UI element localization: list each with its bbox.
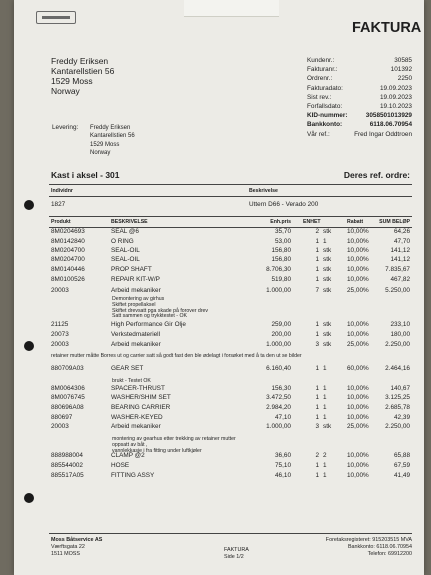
cell-unit-price: 519,80 xyxy=(271,276,291,283)
cell-sum: 5.250,00 xyxy=(385,287,410,294)
cell-discount: 10,00% xyxy=(347,462,369,469)
col-header-description: BESKRIVELSE xyxy=(111,219,148,225)
cell-unit-price: 47,10 xyxy=(275,414,291,421)
meta-value: 3058501013929 xyxy=(365,112,412,120)
gear-note: brukt - Testet OK xyxy=(112,378,151,384)
cell-unit: 1 xyxy=(323,238,327,245)
object-id-header: Individnr xyxy=(51,188,73,194)
cell-quantity: 2 xyxy=(315,452,319,459)
cell-discount: 10,00% xyxy=(347,472,369,479)
cell-description: SPACER-THRUST xyxy=(111,385,165,392)
cell-unit: stk xyxy=(323,247,332,254)
cell-sum: 467,82 xyxy=(390,276,410,283)
col-header-product: Produkt xyxy=(51,219,71,225)
table-row xyxy=(14,404,424,414)
cell-description: SEAL-OIL xyxy=(111,256,140,263)
cell-product-code: 880696A08 xyxy=(51,404,84,411)
cell-unit: stk xyxy=(323,287,332,294)
cell-discount: 10,00% xyxy=(347,228,369,235)
cell-product-code: 20003 xyxy=(51,341,69,348)
cell-discount: 10,00% xyxy=(347,238,369,245)
punch-hole xyxy=(24,493,34,503)
cell-unit-price: 200,00 xyxy=(271,331,291,338)
cell-product-code: 20003 xyxy=(51,287,69,294)
cell-quantity: 1 xyxy=(315,256,319,263)
cell-description: PROP SHAFT xyxy=(111,266,152,273)
cell-unit: stk xyxy=(323,256,332,263)
cell-unit: 1 xyxy=(323,404,327,411)
cell-product-code: 888988004 xyxy=(51,452,83,459)
cell-quantity: 1 xyxy=(315,414,319,421)
table-row xyxy=(14,331,424,341)
cell-discount: 10,00% xyxy=(347,266,369,273)
company-logo xyxy=(36,11,76,24)
meta-label: Forfallsdato: xyxy=(307,103,343,110)
cell-unit: 1 xyxy=(323,462,327,469)
cell-sum: 67,59 xyxy=(394,462,410,469)
cell-description: CLAMP @2 xyxy=(111,452,145,459)
cell-discount: 60,00% xyxy=(347,365,369,372)
cell-description: BEARING CARRIER xyxy=(111,404,171,411)
table-row xyxy=(14,472,424,482)
cell-unit-price: 1.000,00 xyxy=(266,341,291,348)
meta-label: Vår ref.: xyxy=(307,130,330,138)
table-row xyxy=(14,287,424,297)
meta-value: 101392 xyxy=(390,66,412,74)
cell-quantity: 1 xyxy=(315,394,319,401)
cell-discount: 10,00% xyxy=(347,414,369,421)
cell-quantity: 1 xyxy=(315,365,319,372)
cell-discount: 25,00% xyxy=(347,341,369,348)
cell-sum: 141,12 xyxy=(390,256,410,263)
document-title: FAKTURA xyxy=(352,20,422,36)
cell-description: Arbeid mekaniker xyxy=(111,423,161,430)
cell-sum: 180,00 xyxy=(390,331,410,338)
cell-unit-price: 1.000,00 xyxy=(266,423,291,430)
work-note-line: oppsatt av båt , xyxy=(112,441,148,448)
divider xyxy=(49,196,412,197)
cell-unit-price: 8.706,30 xyxy=(266,266,291,273)
meta-value: Fred Ingar Oddtroen xyxy=(354,130,412,138)
table-row xyxy=(14,423,424,433)
cell-quantity: 2 xyxy=(315,228,319,235)
cell-product-code: 8M0204700 xyxy=(51,256,85,263)
cell-sum: 2.464,16 xyxy=(385,365,410,372)
cell-discount: 10,00% xyxy=(347,452,369,459)
footer-org-number: Foretaksregisteret: 915203515 MVA xyxy=(325,537,412,543)
cell-product-code: 20073 xyxy=(51,331,69,338)
order-reference-label: Deres ref. ordre: xyxy=(343,170,410,180)
work-note xyxy=(112,437,236,454)
cell-unit-price: 53,00 xyxy=(275,238,291,245)
cell-description: Arbeid mekaniker xyxy=(111,341,161,348)
cell-unit: stk xyxy=(323,276,332,283)
delivery-line: 1529 Moss xyxy=(90,142,120,148)
table-row xyxy=(14,276,424,286)
footer-center xyxy=(224,547,249,561)
cell-description: High Performance Gir Olje xyxy=(111,321,186,328)
cell-sum: 47,70 xyxy=(394,238,410,245)
customer-street: Kantarellstien 56 xyxy=(51,66,115,76)
footer-bank-account: Bankkonto: 6118.06.70954 xyxy=(347,544,412,550)
cell-discount: 10,00% xyxy=(347,276,369,283)
table-row xyxy=(14,256,424,266)
cell-description: Verkstedmateriell xyxy=(111,331,161,338)
meta-value: 19.09.2023 xyxy=(380,84,412,92)
table-row xyxy=(14,365,424,375)
cell-unit: stk xyxy=(323,266,332,273)
cell-unit-price: 36,60 xyxy=(275,452,291,459)
table-row xyxy=(14,394,424,404)
meta-value: 19.10.2023 xyxy=(380,103,412,110)
cell-unit-price: 46,10 xyxy=(275,472,291,479)
cell-quantity: 1 xyxy=(315,321,319,328)
cell-discount: 10,00% xyxy=(347,256,369,263)
work-note-line: vannlekkasje i fra fitting under luftkjøler xyxy=(112,447,202,454)
cell-quantity: 1 xyxy=(315,331,319,338)
col-header-discount: Rabatt xyxy=(347,219,364,225)
meta-value: 2250 xyxy=(397,75,412,83)
meta-label: Ordrenr.: xyxy=(307,75,333,83)
cell-unit: 1 xyxy=(323,414,327,421)
work-note-line: montering av gearhus etter trekking av retainer mutter xyxy=(112,436,236,442)
cell-unit-price: 75,10 xyxy=(275,462,291,469)
tape-strip xyxy=(184,0,279,17)
cell-sum: 141,12 xyxy=(390,247,410,254)
cell-product-code: 8M0064306 xyxy=(51,385,85,392)
divider xyxy=(49,533,412,534)
cell-product-code: 885517A05 xyxy=(51,472,84,479)
cell-description: SEAL-OIL xyxy=(111,247,140,254)
cell-description: REPAIR KIT-W/P xyxy=(111,276,160,283)
cell-discount: 10,00% xyxy=(347,404,369,411)
col-header-unit: ENHET xyxy=(303,219,321,225)
cell-description: O RING xyxy=(111,238,134,245)
cell-product-code: 8M0142840 xyxy=(51,238,85,245)
cell-description: FITTING ASSY xyxy=(111,472,155,479)
cell-unit: 1 xyxy=(323,472,327,479)
cell-unit-price: 35,70 xyxy=(275,228,291,235)
cell-description: SEAL @6 xyxy=(111,228,139,235)
divider xyxy=(49,216,412,217)
cell-product-code: 8M0204693 xyxy=(51,228,85,235)
delivery-line: Kantarellstien 56 xyxy=(90,133,135,139)
cell-product-code: 880709A03 xyxy=(51,365,84,372)
cell-quantity: 1 xyxy=(315,247,319,254)
col-header-unit-price: Enh.pris xyxy=(270,219,291,225)
cell-quantity: 1 xyxy=(315,404,319,411)
cell-discount: 10,00% xyxy=(347,247,369,254)
meta-label: Bankkonto: xyxy=(307,121,343,129)
object-description: Uttern D66 - Verado 200 xyxy=(249,201,319,208)
cell-quantity: 7 xyxy=(315,287,319,294)
cell-sum: 64,26 xyxy=(394,228,410,235)
divider xyxy=(49,184,412,185)
cell-unit: 2 xyxy=(323,452,327,459)
table-row xyxy=(14,228,424,238)
cell-quantity: 3 xyxy=(315,341,319,348)
object-desc-header: Beskrivelse xyxy=(249,188,278,194)
footer-company-street: Værftsgata 22 xyxy=(51,544,85,550)
meta-label: Fakturanr.: xyxy=(307,66,338,74)
cell-discount: 25,00% xyxy=(347,287,369,294)
meta-label: Sist rev.: xyxy=(307,93,332,101)
cell-product-code: 20003 xyxy=(51,423,69,430)
delivery-line: Freddy Eriksen xyxy=(90,125,131,131)
retainer-note: retainer mutter måtte Borres ut og carrier satt så godt fast den ble ødelagt i forsøket med å ta den ut se bilder xyxy=(51,353,302,359)
meta-value: 6118.06.70954 xyxy=(369,121,412,129)
cell-unit-price: 259,00 xyxy=(271,321,291,328)
cell-unit-price: 3.472,50 xyxy=(266,394,291,401)
work-note-line: Satt sammen og trykktestet - OK xyxy=(112,313,187,320)
cell-sum: 233,10 xyxy=(390,321,410,328)
meta-value: 30585 xyxy=(394,57,412,64)
cell-unit-price: 156,80 xyxy=(271,247,291,254)
customer-city: 1529 Moss xyxy=(51,76,93,86)
cell-quantity: 3 xyxy=(315,423,319,430)
cell-sum: 65,88 xyxy=(394,452,410,459)
cell-product-code: 21125 xyxy=(51,321,69,328)
meta-label: Kundenr.: xyxy=(307,57,335,64)
cell-unit-price: 156,80 xyxy=(271,256,291,263)
cell-sum: 7.835,67 xyxy=(385,266,410,273)
table-row xyxy=(14,321,424,331)
cell-discount: 10,00% xyxy=(347,331,369,338)
cell-unit: stk xyxy=(323,321,332,328)
cell-product-code: 8M0140446 xyxy=(51,266,85,273)
cell-description: WASHER-KEYED xyxy=(111,414,163,421)
cell-unit-price: 1.000,00 xyxy=(266,287,291,294)
work-note-line: Demontering av girhus xyxy=(112,296,165,302)
cell-quantity: 1 xyxy=(315,385,319,392)
cell-sum: 140,67 xyxy=(390,385,410,392)
cell-sum: 2.685,78 xyxy=(385,404,410,411)
cell-unit: 1 xyxy=(323,394,327,401)
cell-description: Arbeid mekaniker xyxy=(111,287,161,294)
invoice-page xyxy=(14,0,424,575)
cell-discount: 10,00% xyxy=(347,385,369,392)
cell-sum: 41,49 xyxy=(394,472,410,479)
cell-product-code: 8M0076745 xyxy=(51,394,85,401)
table-row xyxy=(14,462,424,472)
cell-unit-price: 156,30 xyxy=(271,385,291,392)
work-note xyxy=(112,297,208,320)
cell-product-code: 880697 xyxy=(51,414,73,421)
cell-sum: 2.250,00 xyxy=(385,423,410,430)
cell-description: GEAR SET xyxy=(111,365,144,372)
object-id: 1827 xyxy=(51,201,66,208)
cell-description: WASHER/SHIM SET xyxy=(111,394,171,401)
footer-company-city: 1511 MOSS xyxy=(51,551,80,557)
cell-quantity: 1 xyxy=(315,238,319,245)
delivery-line: Norway xyxy=(90,150,111,156)
cell-product-code: 8M0100526 xyxy=(51,276,85,283)
cell-sum: 42,39 xyxy=(394,414,410,421)
cell-unit: stk xyxy=(323,341,332,348)
footer-page-number: Side 1/2 xyxy=(224,554,244,560)
punch-hole xyxy=(24,200,34,210)
footer-phone: Telefon: 69912200 xyxy=(367,551,412,557)
customer-name: Freddy Eriksen xyxy=(51,56,109,66)
cell-quantity: 1 xyxy=(315,266,319,273)
work-note-line: Skiftet drevsatt pga skade på forover drev xyxy=(112,307,209,314)
cell-unit: 1 xyxy=(323,365,327,372)
cell-unit-price: 2.984,20 xyxy=(266,404,291,411)
delivery-label: Levering: xyxy=(52,124,79,131)
meta-label: Fakturadato: xyxy=(307,84,343,92)
meta-label: KID-nummer: xyxy=(307,112,348,120)
meta-value: 19.09.2023 xyxy=(380,93,412,101)
cell-discount: 10,00% xyxy=(347,321,369,328)
footer-registry xyxy=(326,537,412,558)
cell-unit-price: 6.160,40 xyxy=(266,365,291,372)
cell-discount: 10,00% xyxy=(347,394,369,401)
footer-company-name: Moss Båtservice AS xyxy=(51,537,103,543)
order-heading: Kast i aksel - 301 xyxy=(51,170,120,180)
col-header-sum: SUM BELØP xyxy=(379,219,410,225)
table-row xyxy=(14,341,424,351)
cell-quantity: 1 xyxy=(315,472,319,479)
cell-product-code: 8M0204700 xyxy=(51,247,85,254)
cell-quantity: 1 xyxy=(315,276,319,283)
cell-unit: stk xyxy=(323,331,332,338)
cell-discount: 25,00% xyxy=(347,423,369,430)
work-note-line: Skiftet propellaksel xyxy=(112,301,156,308)
cell-unit: stk xyxy=(323,423,332,430)
cell-unit: stk xyxy=(323,228,332,235)
cell-sum: 2.250,00 xyxy=(385,341,410,348)
cell-quantity: 1 xyxy=(315,462,319,469)
customer-country: Norway xyxy=(51,86,80,96)
cell-sum: 3.125,25 xyxy=(385,394,410,401)
cell-product-code: 885544002 xyxy=(51,462,83,469)
cell-description: HOSE xyxy=(111,462,130,469)
footer-doc-type: FAKTURA xyxy=(224,547,249,553)
table-row xyxy=(14,266,424,276)
footer-company xyxy=(51,537,102,558)
cell-unit: 1 xyxy=(323,385,327,392)
